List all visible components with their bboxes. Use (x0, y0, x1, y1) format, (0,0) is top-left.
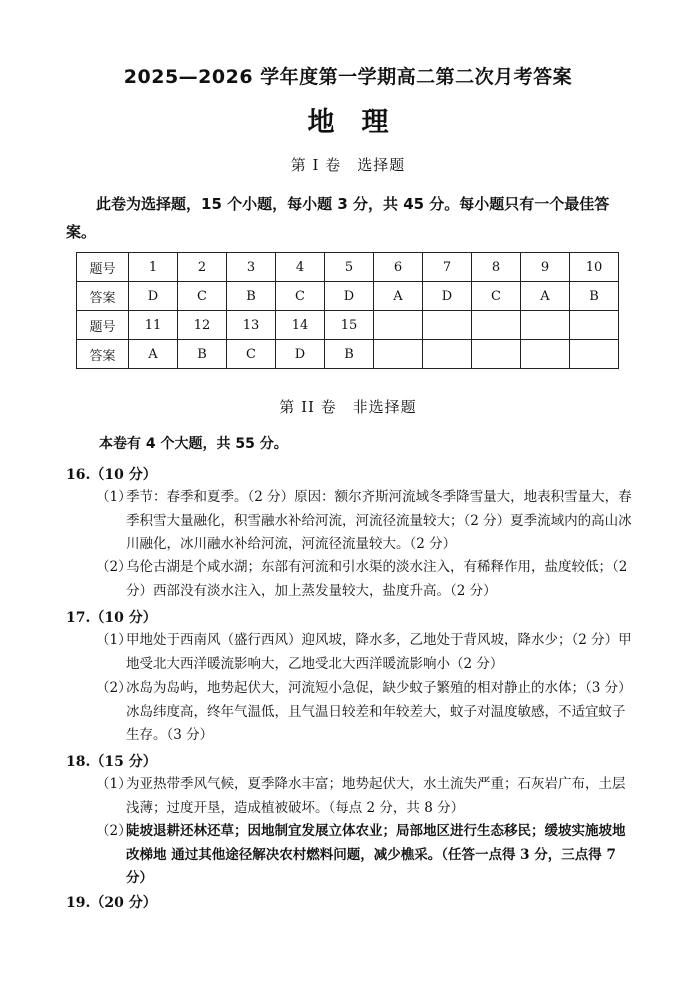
table-cell: 1 (129, 253, 178, 282)
q16-part-1-number: （1） (96, 489, 132, 505)
table-cell (521, 311, 570, 340)
table-cell (374, 311, 423, 340)
table-cell: 5 (325, 253, 374, 282)
table-cell: 2 (178, 253, 227, 282)
table-cell: C (276, 282, 325, 311)
table-cell: C (227, 340, 276, 369)
table-cell: D (325, 282, 374, 311)
table-cell: 11 (129, 311, 178, 340)
table-cell: 4 (276, 253, 325, 282)
table-cell (374, 340, 423, 369)
q16-answer-2 (96, 556, 634, 603)
q18-part-2-text: 陡坡退耕还林还草；因地制宜发展立体农业；局部地区进行生态移民；缓坡实施坡地改梯地 通过其他途径解决农村燃料问题，减少樵采。（任答一点得 3 分，三点得 7 分） (126, 823, 626, 886)
table-cell: D (129, 282, 178, 311)
row-label-question: 题号 (77, 253, 129, 282)
q16-answer-1 (96, 486, 634, 557)
table-cell: D (276, 340, 325, 369)
row-label-answer: 答案 (77, 340, 129, 369)
table-row (77, 253, 619, 282)
table-cell (570, 311, 619, 340)
table-row (77, 311, 619, 340)
q18-answer-2 (96, 820, 634, 891)
table-cell: B (227, 282, 276, 311)
q17-answer-2 (96, 677, 634, 748)
table-cell: A (374, 282, 423, 311)
q17-part-1-number: （1） (96, 632, 132, 648)
document-title: 2025—2026 学年度第一学期高二第二次月考答案 (123, 66, 573, 88)
subject-title: 地 理 (307, 107, 389, 138)
question-18-label: 18.（15 分） (66, 754, 157, 770)
table-cell: 8 (472, 253, 521, 282)
row-label-question: 题号 (77, 311, 129, 340)
q18-part-2-number: （2） (96, 823, 132, 839)
table-row (77, 340, 619, 369)
table-cell: 3 (227, 253, 276, 282)
answer-table (76, 252, 619, 369)
table-cell: 7 (423, 253, 472, 282)
question-17-label: 17.（10 分） (66, 610, 157, 626)
question-16-label: 16.（10 分） (66, 467, 157, 483)
part1-heading: 第 I 卷 选择题 (290, 156, 406, 174)
table-cell: 6 (374, 253, 423, 282)
q17-part-2-number: （2） (96, 680, 132, 696)
table-row (77, 282, 619, 311)
table-cell: A (521, 282, 570, 311)
q16-part-2-text: 乌伦古湖是个咸水湖；东部有河流和引水渠的淡水注入，有稀释作用，盐度较低；（2 分）西部没有淡水注入，加上蒸发量较大，盐度升高。（2 分） (126, 559, 628, 599)
table-cell (570, 340, 619, 369)
table-cell (423, 311, 472, 340)
table-cell: 15 (325, 311, 374, 340)
table-cell: 12 (178, 311, 227, 340)
table-cell (472, 311, 521, 340)
part1-intro: 此卷为选择题，15 个小题，每小题 3 分，共 45 分。每小题只有一个最佳答案。 (66, 195, 610, 241)
table-cell: B (178, 340, 227, 369)
table-cell (521, 340, 570, 369)
q18-answer-1 (96, 773, 634, 820)
q18-part-1-number: （1） (96, 776, 132, 792)
table-cell (472, 340, 521, 369)
table-cell: C (178, 282, 227, 311)
q18-part-1-text: 为亚热带季风气候，夏季降水丰富；地势起伏大，水土流失严重；石灰岩广布，土层浅薄；过度开垦，造成植被破坏。（每点 2 分，共 8 分） (126, 776, 626, 816)
part2-intro: 本卷有 4 个大题，共 55 分。 (99, 436, 288, 452)
table-cell: B (325, 340, 374, 369)
row-label-answer: 答案 (77, 282, 129, 311)
q16-part-1-text: 季节：春季和夏季。（2 分）原因：额尔齐斯河流域冬季降雪量大，地表积雪量大，春季积雪大量融化，积雪融水补给河流，河流径流量较大；（2 分）夏季流域内的高山冰川融化，冰川融水补给河流，河流径流量较大。（2 分） (126, 489, 632, 552)
table-cell: D (423, 282, 472, 311)
table-cell: 10 (570, 253, 619, 282)
table-cell (423, 340, 472, 369)
table-cell: 13 (227, 311, 276, 340)
table-cell: 14 (276, 311, 325, 340)
q17-answer-1 (96, 629, 634, 676)
question-19-label: 19.（20 分） (66, 895, 157, 911)
q17-part-1-text: 甲地处于西南风（盛行西风）迎风坡，降水多，乙地处于背风坡，降水少；（2 分）甲地受北大西洋暖流影响大，乙地受北大西洋暖流影响小（2 分） (126, 632, 632, 672)
table-cell: 9 (521, 253, 570, 282)
table-cell: B (570, 282, 619, 311)
table-cell: A (129, 340, 178, 369)
q16-part-2-number: （2） (96, 559, 132, 575)
table-cell: C (472, 282, 521, 311)
q17-part-2-text: 冰岛为岛屿，地势起伏大，河流短小急促，缺少蚊子繁殖的相对静止的水体；（3 分）冰岛纬度高，终年气温低，且气温日较差和年较差大，蚊子对温度敏感，不适宜蚊子生存。（3 分） (126, 680, 632, 743)
part2-heading: 第 II 卷 非选择题 (279, 398, 417, 416)
